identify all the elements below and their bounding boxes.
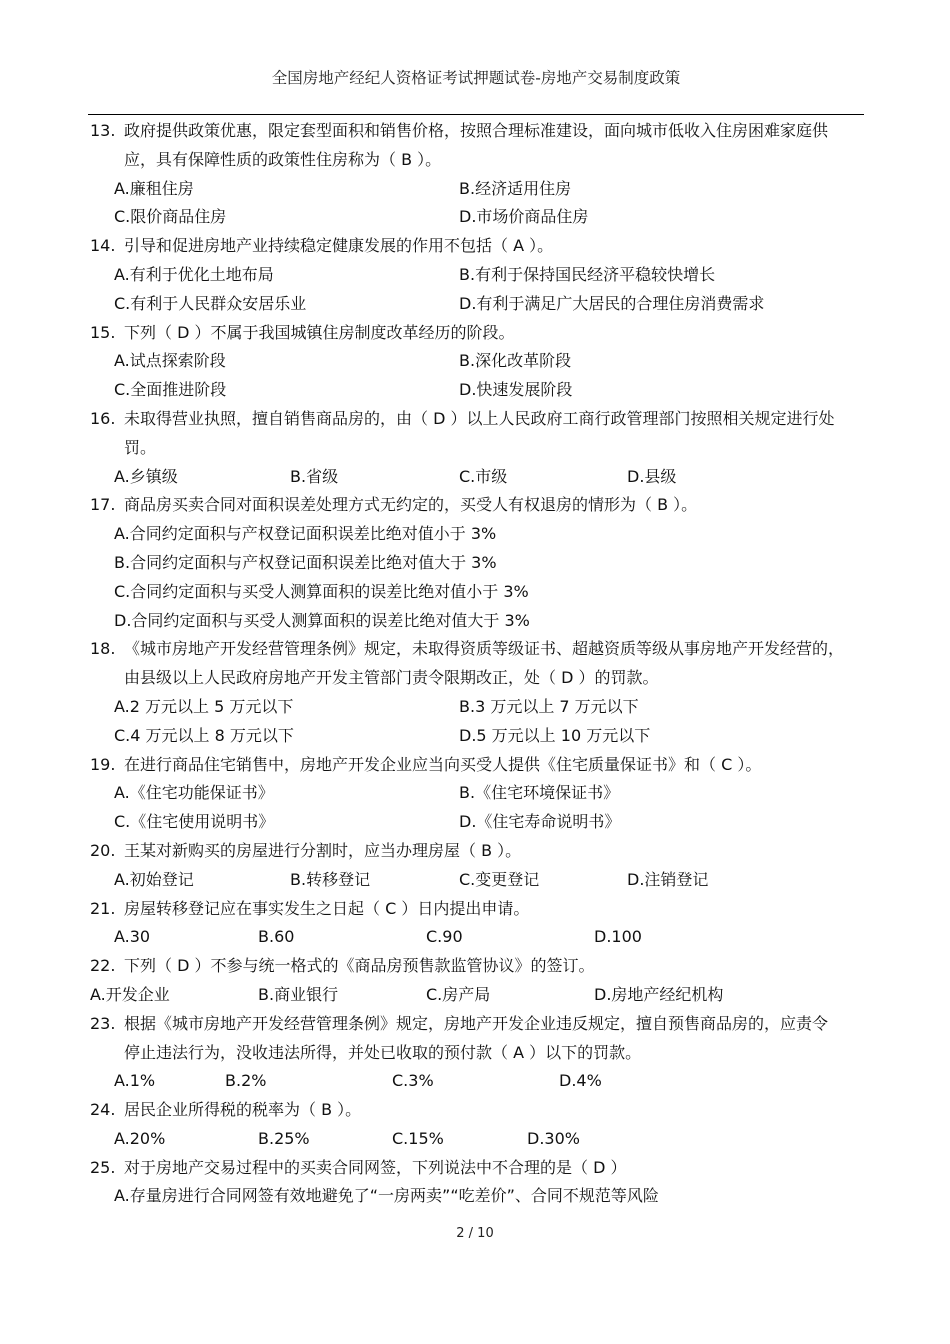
option-row [90, 347, 870, 376]
option-row [90, 693, 870, 722]
option-row [90, 808, 870, 837]
question-stem [90, 1010, 870, 1039]
answer-option: A.30 [114, 927, 151, 947]
question-stem [90, 952, 870, 981]
answer-option: B.3 万元以上 7 万元以下 [459, 696, 639, 716]
answer-option: D.市场价商品住房 [459, 207, 589, 227]
answer-option: A.20% [114, 1128, 166, 1148]
option-row [90, 1182, 870, 1211]
question-text: 下列（ D ）不属于我国城镇住房制度改革经历的阶段。 [124, 322, 515, 342]
answer-option: D.30% [527, 1128, 580, 1148]
page-number: 2 / 10 [456, 1226, 494, 1241]
answer-option: C.90 [426, 927, 463, 947]
option-row [90, 866, 870, 895]
answer-option: A.廉租住房 [114, 178, 194, 198]
answer-option: D.5 万元以上 10 万元以下 [459, 725, 651, 745]
answer-option: C.合同约定面积与买受人测算面积的误差比绝对值小于 3% [114, 581, 529, 601]
question-number: 22. [90, 956, 116, 976]
question-stem [90, 319, 870, 348]
question-number: 23. [90, 1013, 116, 1033]
answer-option: A.1% [114, 1071, 156, 1091]
answer-option: B.25% [258, 1128, 310, 1148]
answer-option: C.3% [392, 1071, 434, 1091]
answer-option: A.《住宅功能保证书》 [114, 783, 274, 803]
question-text: 对于房地产交易过程中的买卖合同网签，下列说法中不合理的是（ D ） [124, 1157, 627, 1177]
answer-option: C.4 万元以上 8 万元以下 [114, 725, 294, 745]
option-row [90, 779, 870, 808]
question-stem [90, 1154, 870, 1183]
question-text: 居民企业所得税的税率为（ B ）。 [124, 1100, 362, 1120]
option-row [90, 175, 870, 204]
question-stem [90, 405, 870, 434]
answer-option: D.房地产经纪机构 [594, 984, 724, 1004]
option-row [90, 290, 870, 319]
answer-option: D.100 [594, 927, 642, 947]
answer-option: B.60 [258, 927, 295, 947]
answer-option: B.经济适用住房 [459, 178, 572, 198]
question-stem [90, 751, 870, 780]
answer-option: B.2% [225, 1071, 267, 1091]
question-text: 房屋转移登记应在事实发生之日起（ C ）日内提出申请。 [124, 898, 530, 918]
question-number: 21. [90, 898, 116, 918]
answer-option: B.深化改革阶段 [459, 351, 572, 371]
answer-option: A.开发企业 [90, 984, 170, 1004]
question-text: 未取得营业执照，擅自销售商品房的，由（ D ）以上人民政府工商行政管理部门按照相关规定进行处 [124, 408, 835, 428]
answer-option: B.商业银行 [258, 984, 339, 1004]
question-stem [90, 1096, 870, 1125]
answer-option: C.限价商品住房 [114, 207, 227, 227]
question-number: 18. [90, 639, 116, 659]
answer-option: A.合同约定面积与产权登记面积误差比绝对值小于 3% [114, 524, 497, 544]
answer-option: B.转移登记 [290, 869, 371, 889]
question-text: 政府提供政策优惠，限定套型面积和销售价格，按照合理标准建设，面向城市低收入住房困难家庭供 [124, 121, 829, 140]
answer-option: C.变更登记 [459, 869, 540, 889]
question-number: 25. [90, 1157, 116, 1177]
question-stem [90, 837, 870, 866]
question-text-continued: 罚。 [124, 437, 157, 457]
option-row [90, 1067, 870, 1096]
answer-option: D.4% [559, 1071, 602, 1091]
answer-option: B.有利于保持国民经济平稳较快增长 [459, 264, 716, 284]
answer-option: D.县级 [627, 466, 677, 486]
question-text: 商品房买卖合同对面积误差处理方式无约定的，买受人有权退房的情形为（ B ）。 [124, 495, 698, 515]
question-number: 20. [90, 840, 116, 860]
question-number: 14. [90, 236, 116, 256]
question-number: 17. [90, 495, 116, 515]
option-row [90, 203, 870, 232]
option-row [90, 981, 870, 1010]
answer-option: A.存量房进行合同网签有效地避免了“一房两卖”“吃差价”、合同不规范等风险 [114, 1186, 659, 1206]
option-row [90, 578, 870, 607]
page-header: 全国房地产经纪人资格证考试押题试卷-房地产交易制度政策 [271, 69, 681, 87]
answer-option: D.《住宅寿命说明书》 [459, 812, 621, 832]
question-text-continued: 停止违法行为，没收违法所得，并处已收取的预付款（ A ）以下的罚款。 [124, 1042, 642, 1062]
option-row [90, 261, 870, 290]
question-stem [90, 635, 870, 664]
answer-option: C.《住宅使用说明书》 [114, 812, 275, 832]
answer-option: C.全面推进阶段 [114, 380, 227, 400]
question-text-continued: 应，具有保障性质的政策性住房称为（ B ）。 [124, 149, 442, 169]
answer-option: A.2 万元以上 5 万元以下 [114, 696, 294, 716]
question-number: 19. [90, 754, 116, 774]
answer-option: D.有利于满足广大居民的合理住房消费需求 [459, 293, 765, 313]
answer-option: A.初始登记 [114, 869, 194, 889]
answer-option: A.试点探索阶段 [114, 351, 226, 371]
question-stem [90, 491, 870, 520]
question-text: 《城市房地产开发经营管理条例》规定，未取得资质等级证书、超越资质等级从事房地产开发经营的， [124, 639, 845, 659]
question-stem [90, 895, 870, 924]
option-row [90, 520, 870, 549]
option-row [90, 549, 870, 578]
option-row [90, 463, 870, 492]
question-text: 下列（ D ）不参与统一格式的《商品房预售款监管协议》的签订。 [124, 956, 595, 976]
answer-option: C.15% [392, 1128, 444, 1148]
option-row [90, 923, 870, 952]
question-text: 引导和促进房地产业持续稳定健康发展的作用不包括（ A ）。 [124, 236, 554, 256]
answer-option: A.乡镇级 [114, 466, 178, 486]
answer-option: C.房产局 [426, 984, 491, 1004]
answer-option: B.合同约定面积与产权登记面积误差比绝对值大于 3% [114, 552, 497, 572]
question-text: 王某对新购买的房屋进行分割时，应当办理房屋（ B ）。 [124, 840, 522, 860]
question-number: 16. [90, 408, 116, 428]
option-row [90, 376, 870, 405]
answer-option: D.快速发展阶段 [459, 380, 573, 400]
answer-option: B.省级 [290, 466, 339, 486]
answer-option: D.注销登记 [627, 869, 709, 889]
answer-option: C.有利于人民群众安居乐业 [114, 293, 307, 313]
answer-option: B.《住宅环境保证书》 [459, 783, 620, 803]
answer-option: D.合同约定面积与买受人测算面积的误差比绝对值大于 3% [114, 610, 530, 630]
question-number: 15. [90, 322, 116, 342]
question-number: 13. [90, 121, 116, 140]
option-row [90, 1125, 870, 1154]
question-number: 24. [90, 1100, 116, 1120]
answer-option: C.市级 [459, 466, 508, 486]
header-rule [88, 114, 864, 115]
question-stem [90, 232, 870, 261]
option-row [90, 722, 870, 751]
question-list [90, 117, 870, 1211]
answer-option: A.有利于优化土地布局 [114, 264, 274, 284]
option-row [90, 607, 870, 636]
question-text: 根据《城市房地产开发经营管理条例》规定，房地产开发企业违反规定，擅自预售商品房的，应责令 [124, 1013, 829, 1033]
question-text-continued: 由县级以上人民政府房地产开发主管部门责令限期改正，处（ D ）的罚款。 [124, 668, 659, 688]
question-text: 在进行商品住宅销售中，房地产开发企业应当向买受人提供《住宅质量保证书》和（ C ）。 [124, 754, 762, 774]
question-stem [90, 117, 870, 146]
